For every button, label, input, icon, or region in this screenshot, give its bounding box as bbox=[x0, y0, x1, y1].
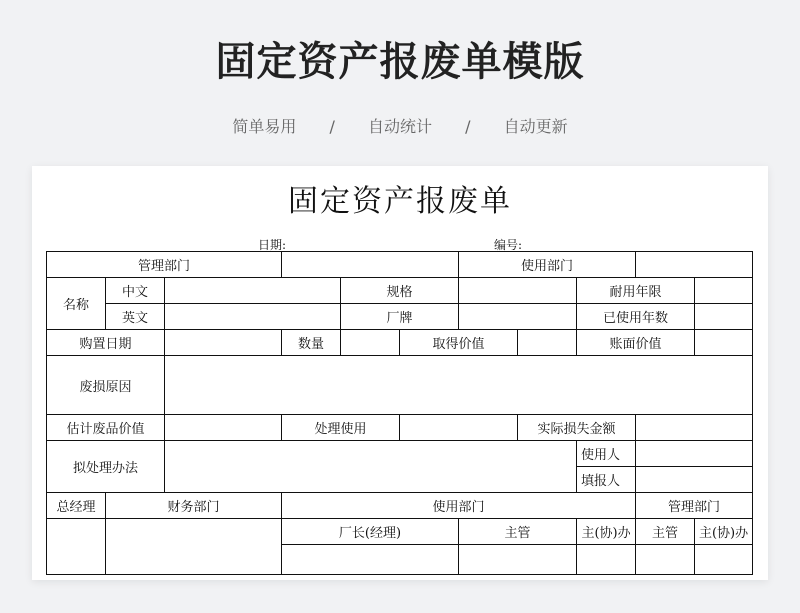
field-acq-value[interactable] bbox=[518, 330, 577, 356]
label-brand: 厂牌 bbox=[341, 304, 459, 330]
label-english: 英文 bbox=[106, 304, 165, 330]
field-supervisor-sign[interactable] bbox=[459, 545, 577, 575]
label-spec: 规格 bbox=[341, 278, 459, 304]
field-book-value[interactable] bbox=[695, 330, 753, 356]
field-mgmt-dept[interactable] bbox=[282, 252, 459, 278]
label-filler: 填报人 bbox=[577, 467, 636, 493]
label-life: 耐用年限 bbox=[577, 278, 695, 304]
label-mgmt-dept-sign: 管理部门 bbox=[636, 493, 753, 519]
number-label: 编号: bbox=[494, 238, 523, 252]
label-actual-loss: 实际损失金额 bbox=[518, 415, 636, 441]
field-purchase-date[interactable] bbox=[165, 330, 282, 356]
label-use-dept: 使用部门 bbox=[459, 252, 636, 278]
label-mgmt-dept: 管理部门 bbox=[47, 252, 282, 278]
field-gm-sign[interactable] bbox=[47, 519, 106, 575]
separator: / bbox=[329, 117, 335, 136]
label-quantity: 数量 bbox=[282, 330, 341, 356]
field-co-handler-sign[interactable] bbox=[577, 545, 636, 575]
field-co-handler-mgmt-sign[interactable] bbox=[695, 545, 753, 575]
field-name-en[interactable] bbox=[165, 304, 341, 330]
label-acq-value: 取得价值 bbox=[400, 330, 518, 356]
field-est-scrap[interactable] bbox=[165, 415, 282, 441]
field-actual-loss[interactable] bbox=[636, 415, 753, 441]
label-user: 使用人 bbox=[577, 441, 636, 467]
field-used-years[interactable] bbox=[695, 304, 753, 330]
field-reason[interactable] bbox=[165, 356, 753, 415]
feature-tagline bbox=[0, 114, 800, 137]
label-finance: 财务部门 bbox=[106, 493, 282, 519]
label-proposed: 拟处理办法 bbox=[47, 441, 165, 493]
label-reason: 废损原因 bbox=[47, 356, 165, 415]
label-use-dept-sign: 使用部门 bbox=[282, 493, 636, 519]
form-title: 固定资产报废单 bbox=[288, 184, 512, 219]
field-spec[interactable] bbox=[459, 278, 577, 304]
scrap-form-table bbox=[46, 251, 753, 575]
field-disp-use[interactable] bbox=[400, 415, 518, 441]
field-life[interactable] bbox=[695, 278, 753, 304]
feature-auto-stats: 自动统计 bbox=[367, 117, 432, 136]
label-disp-use: 处理使用 bbox=[282, 415, 400, 441]
field-finance-sign[interactable] bbox=[106, 519, 282, 575]
feature-easy: 简单易用 bbox=[232, 117, 297, 136]
field-use-dept[interactable] bbox=[636, 252, 753, 278]
field-supervisor-mgmt-sign[interactable] bbox=[636, 545, 695, 575]
label-factory-head: 厂长(经理) bbox=[282, 519, 459, 545]
field-brand[interactable] bbox=[459, 304, 577, 330]
field-proposed[interactable] bbox=[165, 441, 577, 493]
form-sheet bbox=[32, 166, 768, 580]
label-purchase-date: 购置日期 bbox=[47, 330, 165, 356]
label-co-handler-mgmt: 主(协)办 bbox=[695, 519, 753, 545]
page-title: 固定资产报废单模版 bbox=[215, 39, 585, 85]
field-quantity[interactable] bbox=[341, 330, 400, 356]
field-factory-head-sign[interactable] bbox=[282, 545, 459, 575]
label-name: 名称 bbox=[47, 278, 106, 330]
feature-auto-update: 自动更新 bbox=[503, 117, 568, 136]
label-used-years: 已使用年数 bbox=[577, 304, 695, 330]
label-co-handler: 主(协)办 bbox=[577, 519, 636, 545]
label-chinese: 中文 bbox=[106, 278, 165, 304]
label-gm: 总经理 bbox=[47, 493, 106, 519]
label-est-scrap: 估计废品价值 bbox=[47, 415, 165, 441]
separator: / bbox=[465, 117, 471, 136]
field-user[interactable] bbox=[636, 441, 753, 467]
date-label: 日期: bbox=[258, 238, 287, 252]
field-name-cn[interactable] bbox=[165, 278, 341, 304]
field-filler[interactable] bbox=[636, 467, 753, 493]
label-book-value: 账面价值 bbox=[577, 330, 695, 356]
label-supervisor-mgmt: 主管 bbox=[636, 519, 695, 545]
label-supervisor: 主管 bbox=[459, 519, 577, 545]
